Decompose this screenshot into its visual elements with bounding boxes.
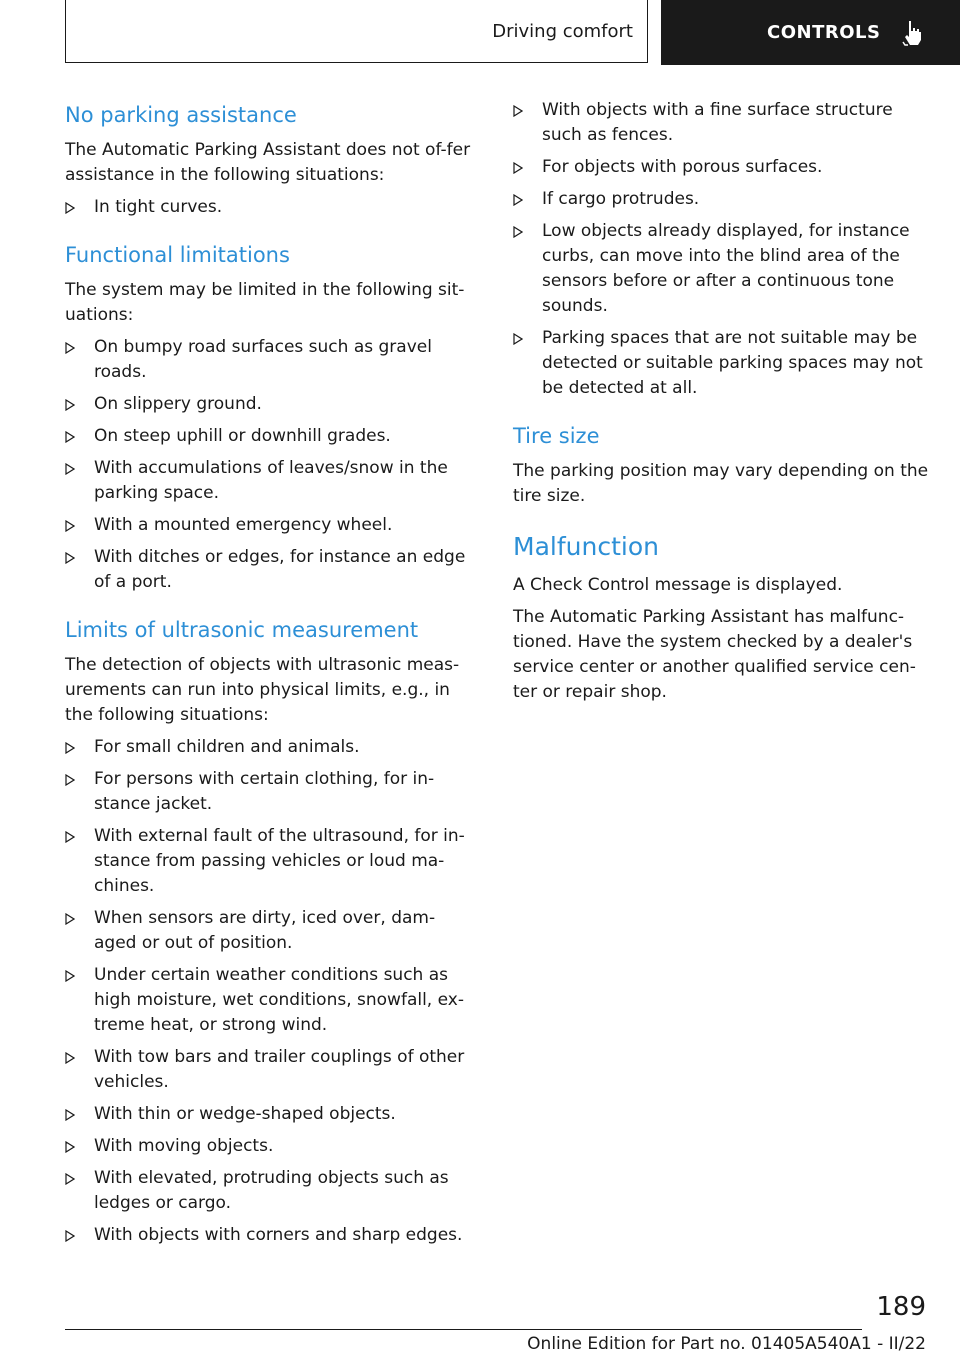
list-item: For objects with porous surfaces. — [513, 155, 929, 180]
list-item: If cargo protrudes. — [513, 187, 929, 212]
triangle-bullet-icon — [65, 1173, 75, 1185]
triangle-bullet-icon — [65, 399, 75, 411]
list-item: With external fault of the ultrasound, for in-stance from passing vehicles or loud ma-chines. — [65, 824, 477, 899]
list-item: With accumulations of leaves/snow in the parking space. — [65, 456, 477, 506]
triangle-bullet-icon — [65, 742, 75, 754]
section-malfunction — [513, 527, 929, 705]
list-item: In tight curves. — [65, 195, 477, 220]
list-item: Parking spaces that are not suitable may be detected or suitable parking spaces may not be detected at all. — [513, 326, 929, 401]
triangle-bullet-icon — [513, 333, 523, 345]
triangle-bullet-icon — [65, 1109, 75, 1121]
section-intro: The detection of objects with ultrasonic meas-urements can run into physical limits, e.g., in the following situations: — [65, 655, 460, 725]
list-item: With a mounted emergency wheel. — [65, 513, 477, 538]
triangle-bullet-icon — [65, 1230, 75, 1242]
bullet-list — [65, 335, 477, 595]
triangle-bullet-icon — [65, 1141, 75, 1153]
section-heading: Tire size — [513, 424, 600, 448]
list-item: Under certain weather conditions such as high moisture, wet conditions, snowfall, ex-treme heat, or strong wind. — [65, 963, 477, 1038]
triangle-bullet-icon — [513, 226, 523, 238]
triangle-bullet-icon — [65, 342, 75, 354]
section-intro: The Automatic Parking Assistant does not of-fer assistance in the following situations: — [65, 140, 471, 185]
section-intro: The system may be limited in the following sit-uations: — [65, 280, 465, 325]
bullet-list — [513, 98, 929, 401]
triangle-bullet-icon — [65, 774, 75, 786]
bullet-list — [65, 195, 477, 220]
section-tire-size — [513, 419, 929, 509]
list-item: With objects with corners and sharp edges. — [65, 1223, 477, 1248]
edition-note: Online Edition for Part no. 01405A540A1 - II/22 — [527, 1334, 926, 1354]
header-chapter-title: CONTROLS — [767, 22, 881, 43]
page-number: 189 — [876, 1292, 926, 1322]
triangle-bullet-icon — [513, 194, 523, 206]
triangle-bullet-icon — [65, 552, 75, 564]
section-heading: No parking assistance — [65, 103, 297, 127]
triangle-bullet-icon — [65, 202, 75, 214]
footer-divider — [65, 1329, 862, 1330]
right-column — [513, 98, 929, 712]
section-functional-limitations — [65, 238, 477, 595]
triangle-bullet-icon — [65, 431, 75, 443]
section-heading: Limits of ultrasonic measurement — [65, 618, 419, 642]
triangle-bullet-icon — [65, 831, 75, 843]
triangle-bullet-icon — [65, 520, 75, 532]
section-text: The Automatic Parking Assistant has malfunc-tioned. Have the system checked by a dealer's service center or another qualified service cen-ter or repair shop. — [513, 607, 916, 702]
triangle-bullet-icon — [65, 913, 75, 925]
section-ultrasonic-continued — [513, 98, 929, 401]
list-item: With elevated, protruding objects such as ledges or cargo. — [65, 1166, 477, 1216]
list-item: For small children and animals. — [65, 735, 477, 760]
list-item: With ditches or edges, for instance an edge of a port. — [65, 545, 477, 595]
triangle-bullet-icon — [513, 162, 523, 174]
list-item: When sensors are dirty, iced over, dam-aged or out of position. — [65, 906, 477, 956]
section-text: A Check Control message is displayed. — [513, 575, 843, 595]
list-item: For persons with certain clothing, for in-stance jacket. — [65, 767, 477, 817]
list-item: With tow bars and trailer couplings of other vehicles. — [65, 1045, 477, 1095]
section-heading: Functional limitations — [65, 243, 290, 267]
triangle-bullet-icon — [65, 463, 75, 475]
left-column — [65, 98, 477, 1255]
list-item: With moving objects. — [65, 1134, 477, 1159]
list-item: On steep uphill or downhill grades. — [65, 424, 477, 449]
bullet-list — [65, 735, 477, 1248]
list-item: On bumpy road surfaces such as gravel roads. — [65, 335, 477, 385]
list-item: Low objects already displayed, for instance curbs, can move into the blind area of the sensors before or after a continuous tone sounds. — [513, 219, 929, 319]
list-item: With objects with a fine surface structure such as fences. — [513, 98, 929, 148]
header-section-title: Driving comfort — [492, 20, 633, 42]
header-chapter-tab — [661, 0, 960, 65]
triangle-bullet-icon — [65, 970, 75, 982]
list-item: On slippery ground. — [65, 392, 477, 417]
section-limits-ultrasonic — [65, 613, 477, 1248]
hand-pointer-icon — [902, 20, 924, 46]
list-item: With thin or wedge-shaped objects. — [65, 1102, 477, 1127]
section-no-parking-assistance — [65, 98, 477, 220]
header-section-tab — [65, 0, 648, 63]
section-heading: Malfunction — [513, 532, 659, 561]
triangle-bullet-icon — [65, 1052, 75, 1064]
section-text: The parking position may vary depending on the tire size. — [513, 461, 929, 506]
triangle-bullet-icon — [513, 105, 523, 117]
